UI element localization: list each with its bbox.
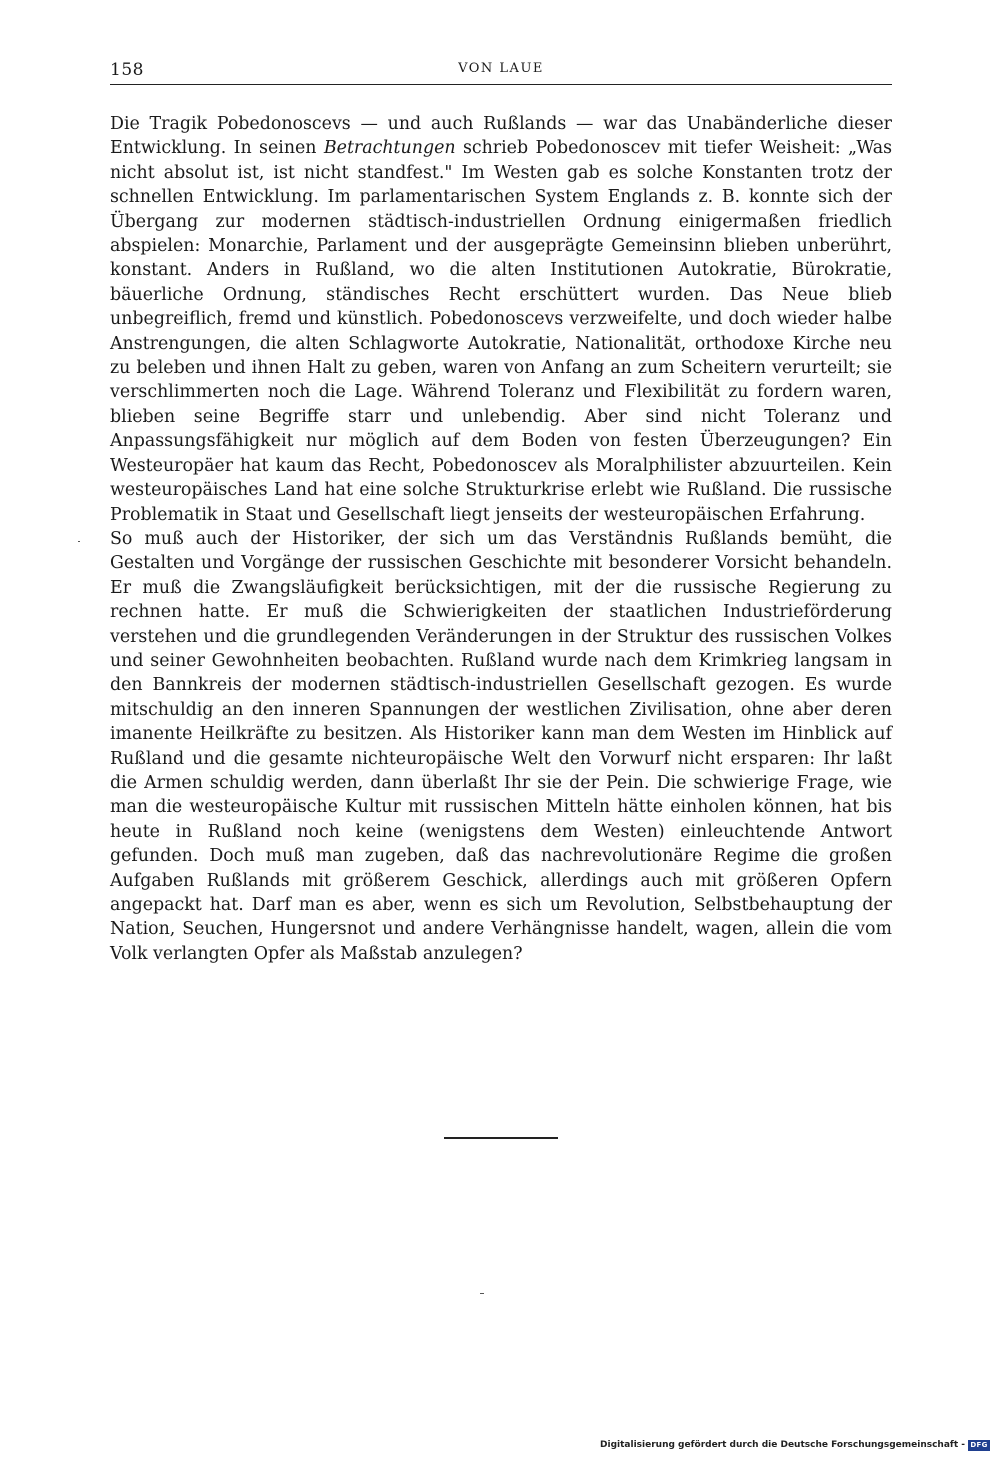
section-end-rule <box>444 1137 558 1139</box>
running-head: VON LAUE <box>458 61 544 76</box>
paragraph-2-text: So muß auch der Historiker, der sich um das Verständnis Rußlands bemüht, die Gestalten und Vorgänge der russischen Geschichte mit besonderer Vorsicht behandeln. Er muß die Zwangsläufigkeit berücksichtigen, mit der die russische Regierung zu rechnen hatte. Er muß die Schwierigkeiten der staatlichen Industrieförderung verstehen und die grundlegenden Veränderungen in der Struktur des russischen Volkes und seiner Gewohnheiten beobachten. Rußland wurde nach dem Krimkrieg langsam in den Bannkreis der modernen städtisch-industriellen Gesellschaft gezogen. Es wurde mitschuldig an den inneren Spannungen der westlichen Zivilisation, ohne aber deren imanente Heilkräfte zu besitzen. Als Historiker kann man dem Westen im Hinblick auf Rußland und die gesamte nichteuropäische Welt den Vorwurf nicht ersparen: Ihr laßt die Armen schuldig werden, dann überlaßt Ihr sie der Pein. Die schwierige Frage, wie man die westeuropäische Kultur mit russischen Mitteln hätte einholen können, hat bis heute in Rußland noch keine (wenigstens dem Westen) einleuchtende Antwort gefunden. Doch muß man zugeben, daß das nachrevolutionäre Regime die großen Aufgaben Rußlands mit größerem Geschick, allerdings auch mit größeren Opfern angepackt hat. Darf man es aber, wenn es sich um Revolution, Selbstbehauptung der Nation, Seuchen, Hungersnot und andere Verhängnisse handelt, wagen, allein die vom Volk verlangten Opfer als Maßstab anzulegen? <box>110 528 892 964</box>
digitization-footer <box>600 1438 990 1452</box>
footer-credit: Digitalisierung gefördert durch die Deutsche Forschungsgemeinschaft - <box>600 1440 965 1450</box>
paragraph-1 <box>110 112 892 527</box>
paragraph-1-text-b: schrieb Pobedonoscev mit tiefer Weisheit: „Was nicht absolut ist, ist nicht standfest." Im Westen gab es solche Konstanten trotz der schnellen Entwicklung. Im parlamentarischen System Englands z. B. konnte sich der Übergang zur modernen städtisch-industriellen Ordnung einigermaßen friedlich abspielen: Monarchie, Parlament und der ausgeprägte Gemeinsinn blieben unberührt, konstant. Anders in Rußland, wo die alten Institutionen Autokratie, Bürokratie, bäuerliche Ordnung, ständisches Recht erschüttert wurden. Das Neue blieb unbegreiflich, fremd und künstlich. Pobedonoscevs verzweifelte, und doch wieder halbe Anstrengungen, die alten Schlagworte Autokratie, Nationalität, orthodoxe Kirche neu zu beleben und ihnen Halt zu geben, waren von Anfang an zum Scheitern verurteilt; sie verschlimmerten noch die Lage. Während Toleranz und Flexibilität zu fordern waren, blieben seine Begriffe starr und unlebendig. Aber sind nicht Toleranz und Anpassungsfähigkeit nur möglich auf dem Boden von festen Überzeugungen? Ein Westeuropäer hat kaum das Recht, Pobedonoscev als Moralphilister abzuurteilen. Kein westeuropäisches Land hat eine solche Strukturkrise erlebt wie Rußland. Die russische Problematik in Staat und Gesellschaft liegt jenseits der westeuropäischen Erfahrung. <box>110 138 892 525</box>
scan-speck <box>78 541 80 542</box>
dfg-logo: DFG <box>968 1440 990 1451</box>
paragraph-1-text-a: Die Tragik Pobedonoscevs — und auch Rußlands — war das Unabänderliche dieser Entwicklung. In seinen <box>110 114 892 159</box>
header-rule <box>110 84 892 85</box>
paragraph-2 <box>110 527 892 966</box>
page-number: 158 <box>110 60 144 80</box>
book-title-italic: Betrachtungen <box>323 138 456 159</box>
page-header <box>110 60 892 82</box>
scan-speck <box>480 1293 484 1294</box>
body-text <box>110 112 892 966</box>
